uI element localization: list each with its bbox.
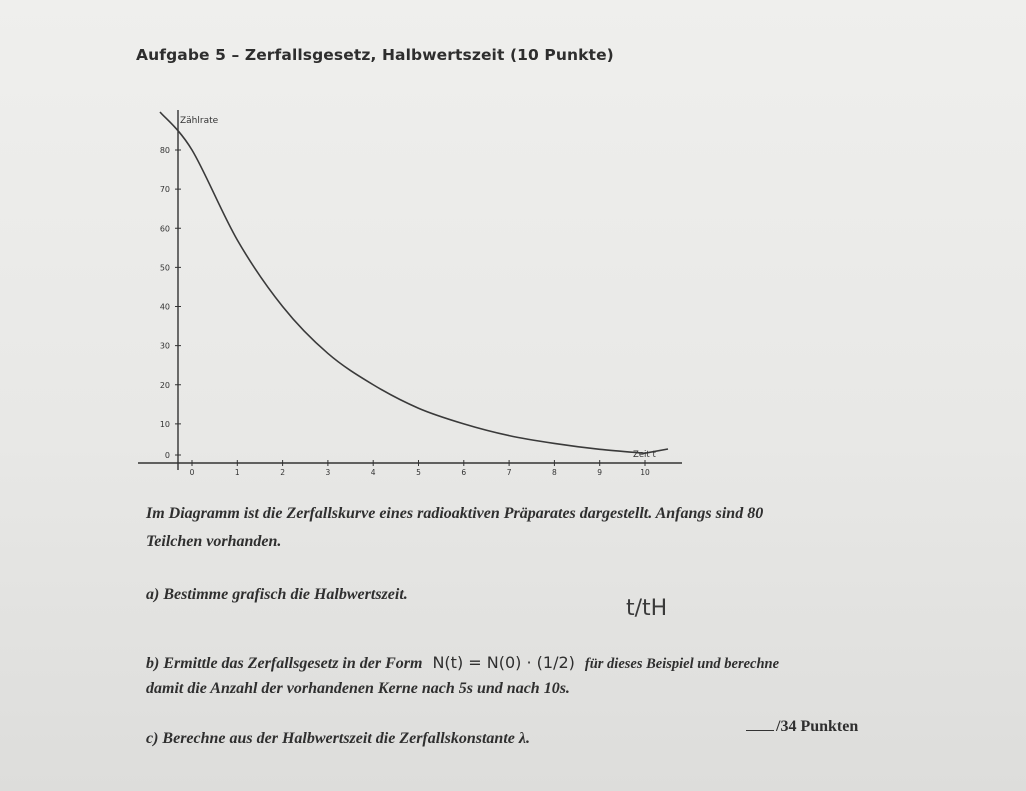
- x-tick-label: 9: [597, 468, 603, 477]
- x-tick-label: 7: [506, 468, 512, 477]
- y-tick-label: 20: [159, 380, 170, 390]
- question-b-line-1: [146, 653, 779, 673]
- score-blank[interactable]: [746, 730, 774, 731]
- x-tick-label: 1: [234, 468, 240, 477]
- x-tick-label: 6: [461, 468, 467, 477]
- y-tick-label: 50: [159, 263, 170, 273]
- y-tick-label: 70: [159, 185, 170, 195]
- x-tick-label: 4: [370, 468, 376, 477]
- y-tick-label: 80: [159, 146, 170, 155]
- question-b-prefix: b) Ermittle das Zerfallsgesetz in der Form: [146, 655, 423, 672]
- y-tick-label: 10: [159, 419, 170, 429]
- y-tick-label: 40: [159, 302, 170, 312]
- x-tick-label: 2: [280, 468, 285, 477]
- score-field: [746, 718, 858, 736]
- task-title: Aufgabe 5 – Zerfallsgesetz, Halbwertszeit (10 Punkte): [136, 46, 614, 64]
- score-text: /34 Punkten: [776, 718, 859, 735]
- question-b-suffix: für dieses Beispiel und berechne: [584, 656, 780, 672]
- x-tick-label: 0: [189, 468, 195, 477]
- x-axis-label: Zeit t: [633, 450, 656, 460]
- question-b-line-2: damit die Anzahl der vorhandenen Kerne nach 5s und nach 10s.: [146, 680, 570, 697]
- question-a: a) Bestimme grafisch die Halbwertszeit.: [146, 586, 408, 603]
- y-tick-label: 0: [164, 451, 170, 460]
- x-tick-label: 3: [325, 468, 331, 477]
- handwritten-note: t/tH: [626, 596, 668, 621]
- y-tick-label: 30: [159, 341, 170, 351]
- question-c: c) Berechne aus der Halbwertszeit die Zerfallskonstante λ.: [146, 730, 530, 747]
- intro-text: [146, 500, 763, 556]
- x-tick-label: 10: [640, 468, 650, 477]
- y-axis-label: Zählrate: [180, 116, 219, 126]
- intro-line-1: Im Diagramm ist die Zerfallskurve eines radioaktiven Präparates dargestellt. Anfangs sind 80: [146, 505, 764, 522]
- decay-curve: [160, 112, 668, 453]
- x-tick-label: 5: [416, 468, 421, 477]
- intro-line-2: Teilchen vorhanden.: [146, 533, 282, 550]
- handwritten-formula: N(t) = N(0) · (1/2): [432, 653, 575, 672]
- x-tick-label: 8: [552, 468, 557, 477]
- y-tick-label: 60: [159, 224, 170, 234]
